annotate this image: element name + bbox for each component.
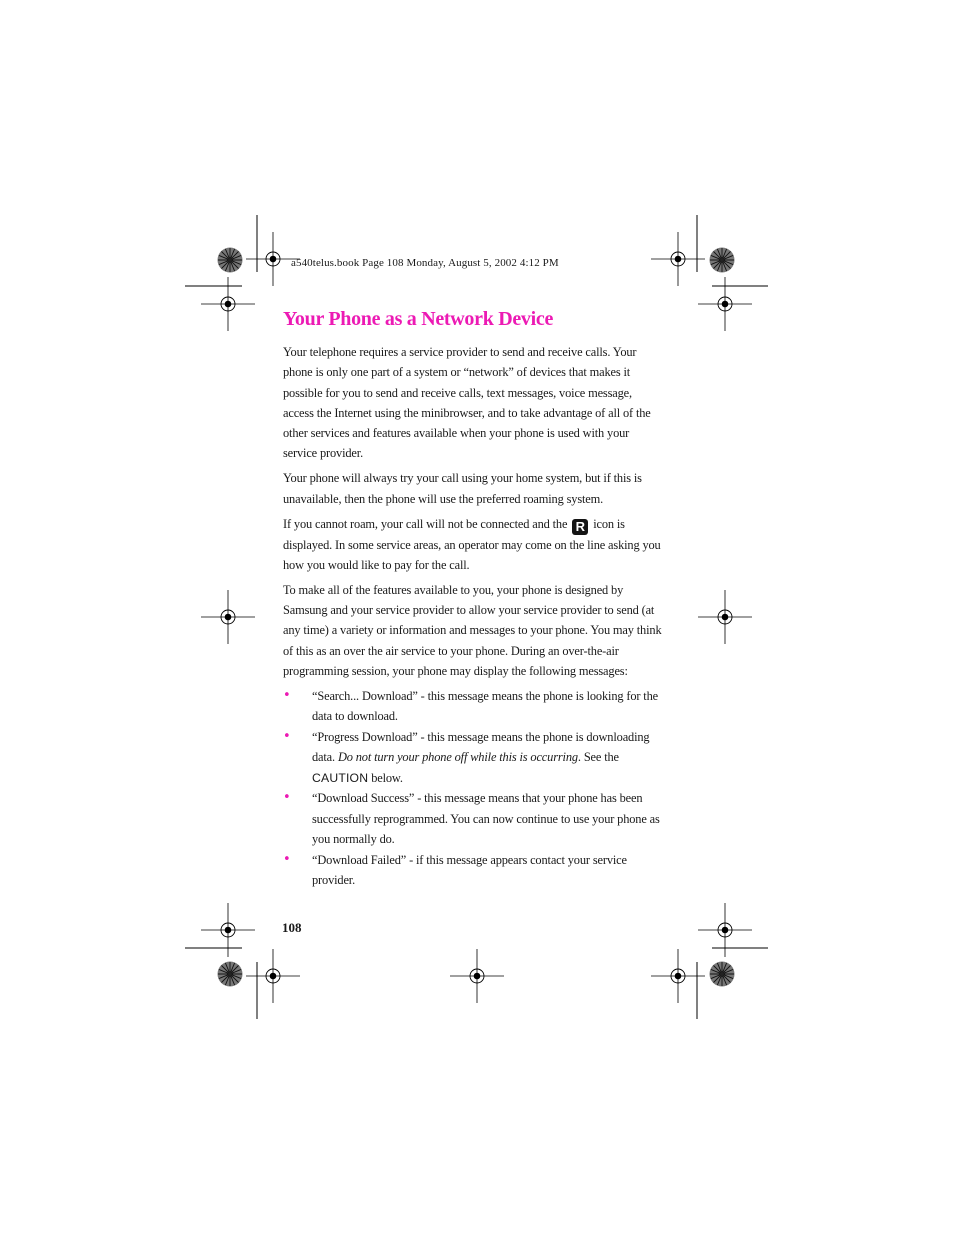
list-item-text: . See the xyxy=(577,750,619,765)
starburst-icon xyxy=(218,962,243,987)
roaming-r-icon: R xyxy=(572,519,588,535)
paragraph-ota: To make all of the features available to you, your phone is designed by Samsung and your service provider to allow your service provider to send (at any time) a variety or information and messages to your phone. You may think of this as an over the air service to your phone. During an over-the-air programming session, your phone may display the following messages: xyxy=(283,582,662,678)
paragraph-text: icon is displayed. In some service areas, an operator may come on the line asking you how you would like to pay for the call. xyxy=(283,516,661,572)
registration-mark-icon xyxy=(201,590,255,644)
bullet-icon: • xyxy=(283,851,291,867)
registration-mark-icon xyxy=(201,903,255,957)
bullet-icon: • xyxy=(283,728,291,744)
registration-mark-icon xyxy=(450,949,504,1003)
starburst-icon xyxy=(710,962,735,987)
list-item xyxy=(283,727,663,788)
paragraph-intro: Your telephone requires a service provider to send and receive calls. Your phone is only one part of a system or “network” of devices that makes it possible for you to send and receive calls, text messages, voice message, access the Internet using the minibrowser, and to take advantage of all of the other services and features available when your phone is used with your service provider. xyxy=(283,345,651,461)
starburst-icon xyxy=(710,248,735,273)
main-content xyxy=(283,342,663,891)
list-item-text: “Download Failed” - if this message appears contact your service provider. xyxy=(312,852,627,887)
paragraph-text: If you cannot roam, your call will not be connected and the xyxy=(283,516,568,531)
list-item xyxy=(283,850,663,891)
starburst-icon xyxy=(218,248,243,273)
paragraph-roam-icon xyxy=(283,514,663,576)
list-item-text: “Search... Download” - this message means the phone is looking for the data to download. xyxy=(312,688,658,724)
registration-mark-icon xyxy=(698,590,752,644)
list-item xyxy=(283,788,663,849)
crop-marks-bottom xyxy=(185,948,768,1019)
caution-reference: CAUTION xyxy=(312,770,369,785)
registration-mark-icon xyxy=(698,277,752,331)
message-list xyxy=(283,686,663,890)
crop-marks-top xyxy=(185,215,768,286)
bullet-icon: • xyxy=(283,687,291,703)
registration-mark-icon xyxy=(698,903,752,957)
paragraph-roaming: Your phone will always try your call using your home system, but if this is unavailable, then the phone will use the preferred roaming system. xyxy=(283,471,642,506)
list-item-text: below. xyxy=(371,770,403,785)
page-number: 108 xyxy=(282,920,302,935)
book-header: a540telus.book Page 108 Monday, August 5, 2002 4:12 PM xyxy=(291,257,559,269)
warning-text: Do not turn your phone off while this is occurring xyxy=(337,750,578,765)
registration-mark-icon xyxy=(246,949,300,1003)
list-item xyxy=(283,686,663,727)
list-item-text: “Progress Download” - this message means the phone is downloading data. xyxy=(312,729,650,765)
bullet-icon: • xyxy=(283,790,291,806)
registration-mark-icon xyxy=(201,277,255,331)
page-title: Your Phone as a Network Device xyxy=(283,308,554,330)
list-item-text: “Download Success” - this message means that your phone has been successfully reprogrammed. You can now continue to use your phone as you normally do. xyxy=(312,791,660,846)
